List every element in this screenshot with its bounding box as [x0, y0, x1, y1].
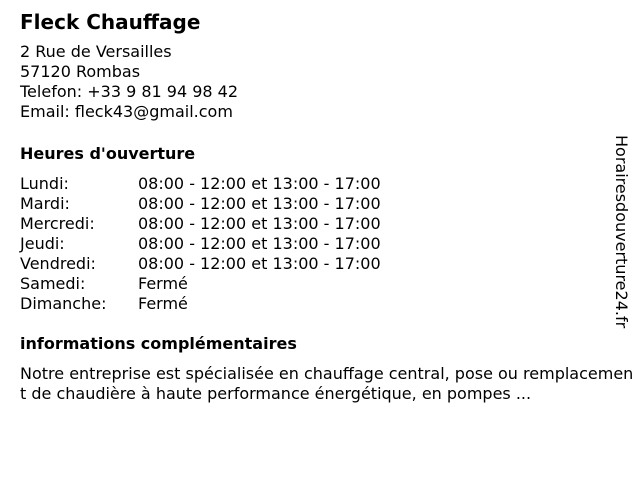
hours-day: Samedi:: [20, 274, 86, 293]
address-line1: 2 Rue de Versailles: [20, 42, 172, 61]
hours-day: Vendredi:: [20, 254, 96, 273]
site-watermark: Horairesdouverture24.fr: [612, 135, 631, 329]
address-line2: 57120 Rombas: [20, 62, 141, 81]
hours-time: Fermé: [138, 274, 188, 293]
business-card: [20, 8, 634, 404]
info-heading: informations complémentaires: [20, 334, 297, 353]
hours-row: [20, 174, 630, 194]
hours-time: 08:00 - 12:00 et 13:00 - 17:00: [138, 194, 381, 213]
hours-day: Lundi:: [20, 174, 69, 193]
hours-row: [20, 214, 630, 234]
phone-number: Telefon: +33 9 81 94 98 42: [20, 82, 239, 101]
hours-time: 08:00 - 12:00 et 13:00 - 17:00: [138, 234, 381, 253]
hours-day: Dimanche:: [20, 294, 107, 313]
email-address: Email: fleck43@gmail.com: [20, 102, 233, 121]
hours-table: [20, 174, 630, 314]
hours-row: [20, 254, 630, 274]
hours-heading: Heures d'ouverture: [20, 144, 196, 163]
hours-time: 08:00 - 12:00 et 13:00 - 17:00: [138, 254, 381, 273]
hours-row: [20, 294, 630, 314]
hours-row: [20, 274, 630, 294]
hours-day: Mardi:: [20, 194, 70, 213]
hours-day: Mercredi:: [20, 214, 95, 233]
hours-time: 08:00 - 12:00 et 13:00 - 17:00: [138, 174, 381, 193]
hours-row: [20, 234, 630, 254]
hours-time: 08:00 - 12:00 et 13:00 - 17:00: [138, 214, 381, 233]
hours-day: Jeudi:: [20, 234, 65, 253]
hours-row: [20, 194, 630, 214]
business-name: Fleck Chauffage: [20, 10, 201, 34]
business-description: Notre entreprise est spécialisée en chauffage central, pose ou remplacement de chaudière à haute performance énergétique, en pompes ...: [20, 364, 634, 403]
hours-time: Fermé: [138, 294, 188, 313]
